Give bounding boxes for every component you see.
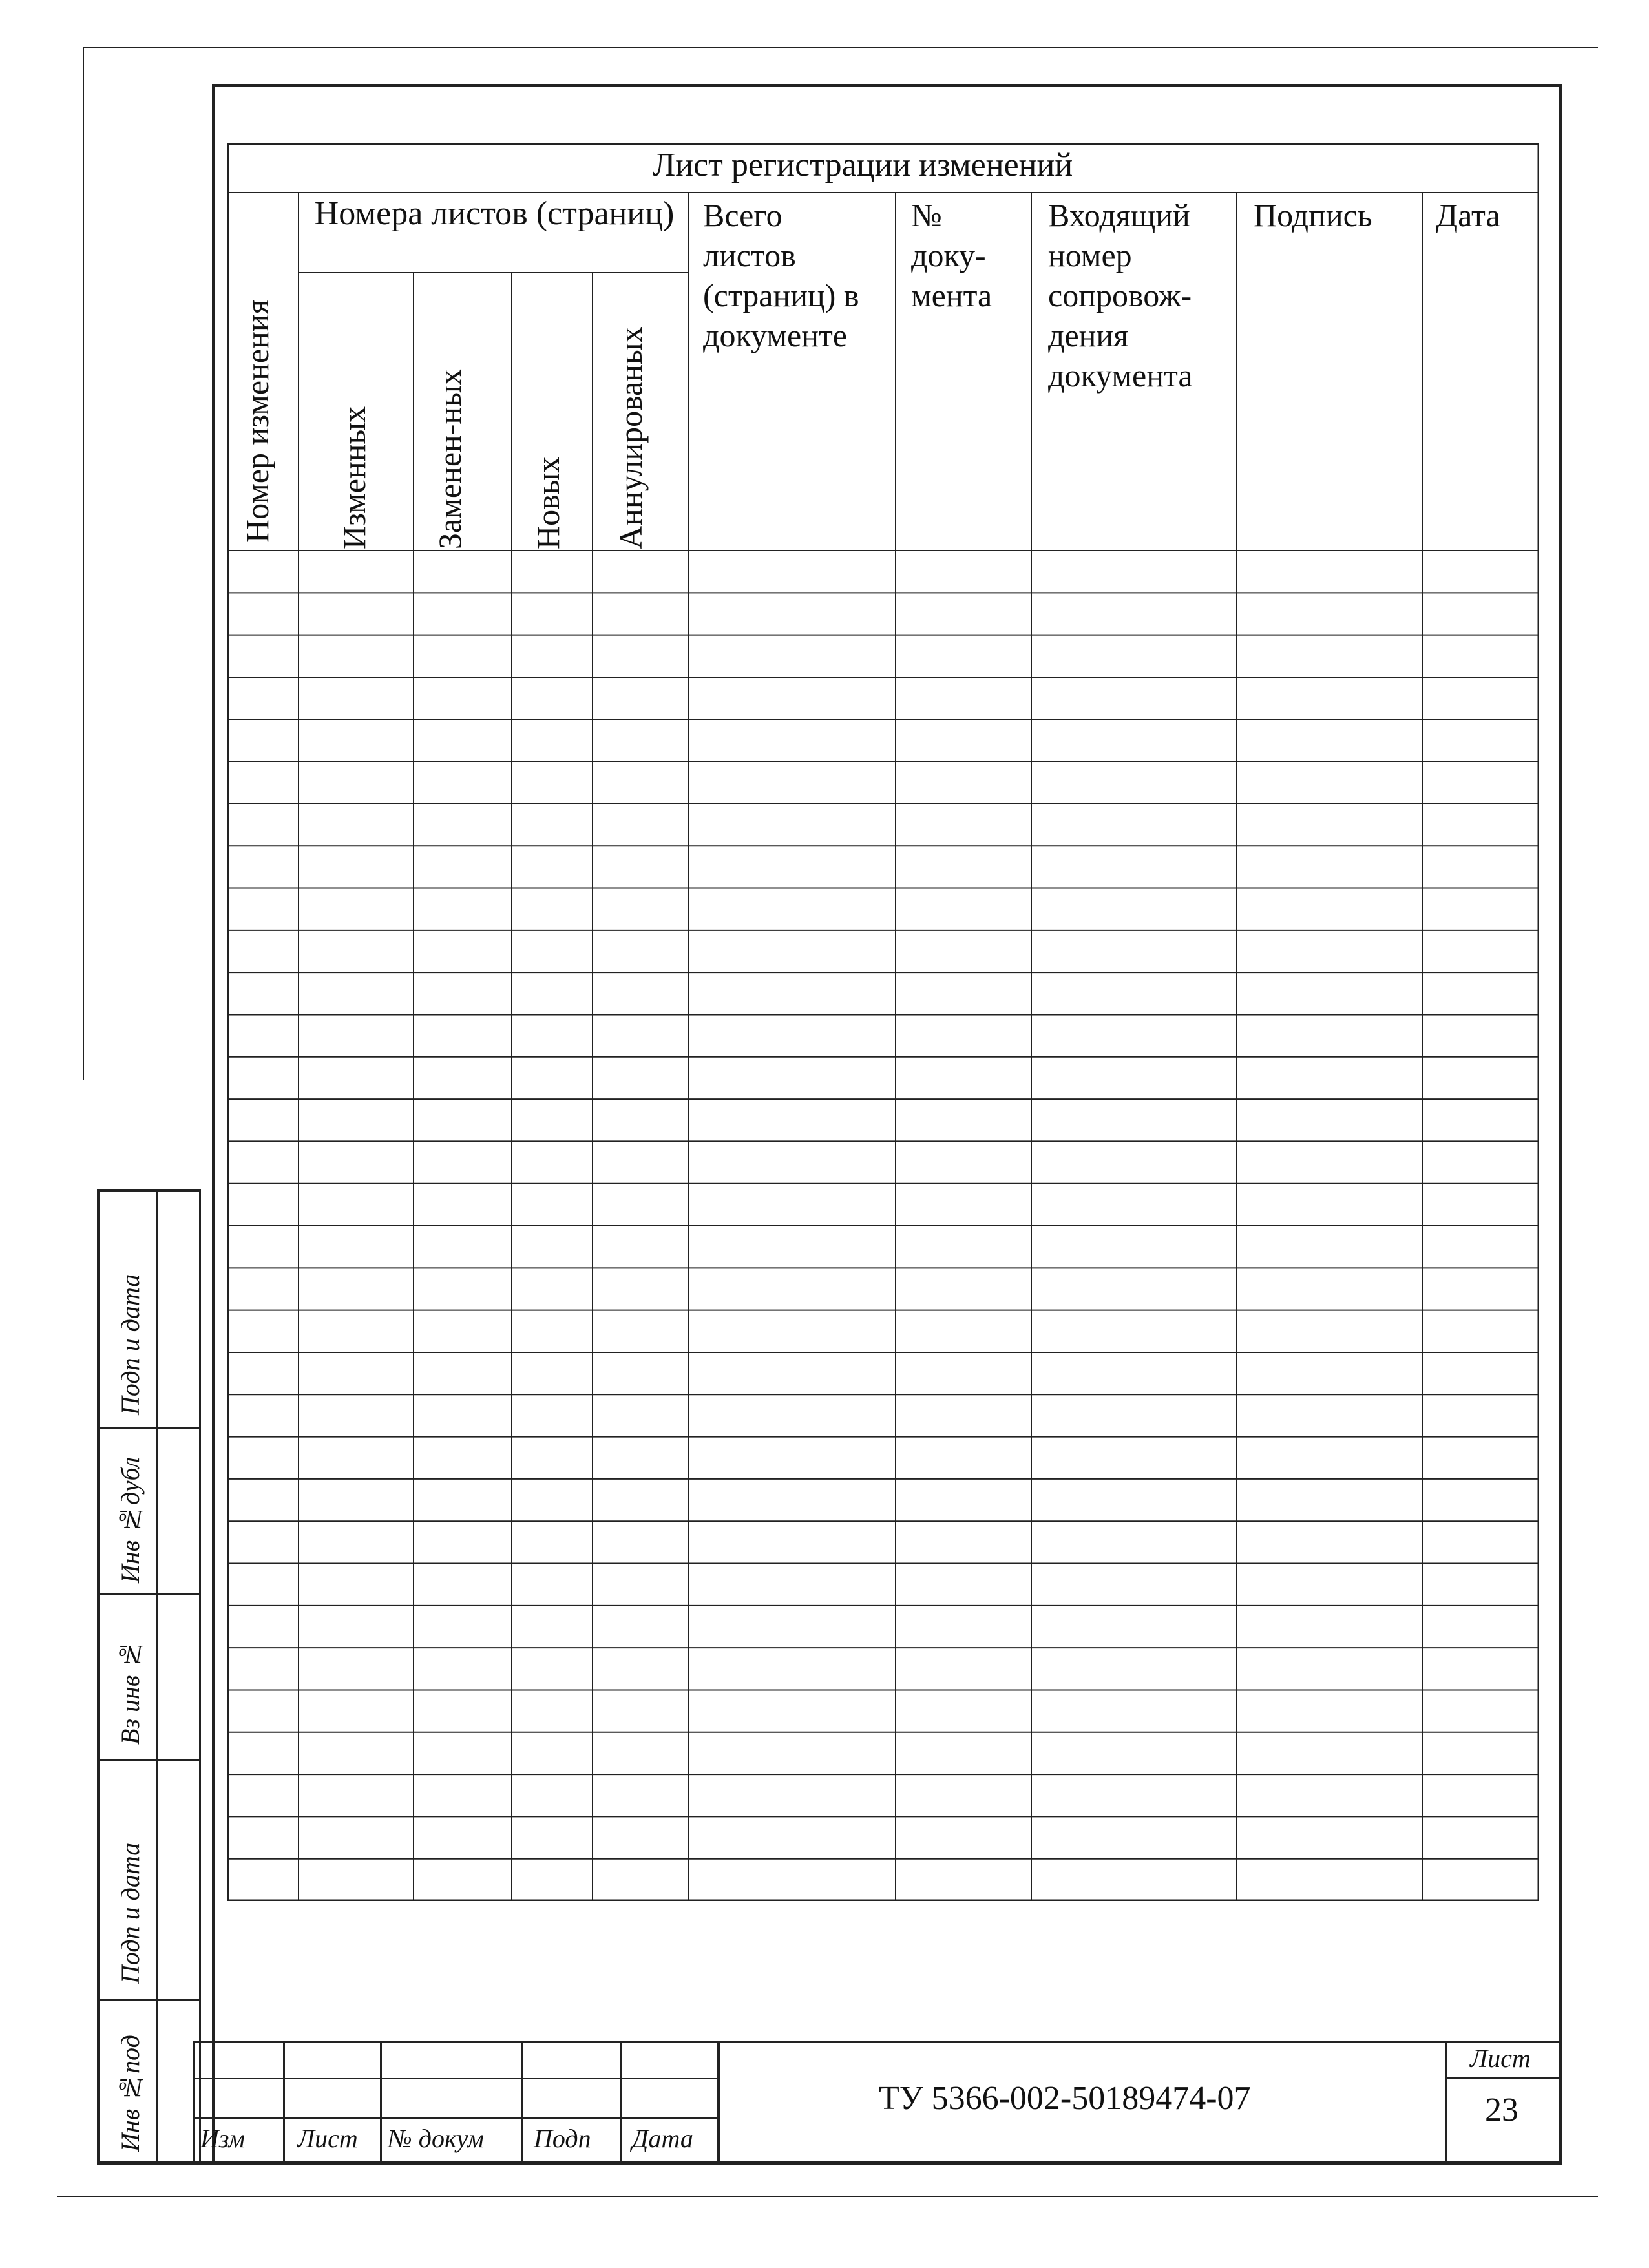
col-header-doc-no: [911, 195, 1034, 315]
sheet-number: 23: [1485, 2092, 1518, 2128]
incoming-line: сопровож-: [1048, 277, 1192, 313]
col-header-incoming-no: [1048, 195, 1242, 395]
sheet-label: Лист: [1470, 2044, 1531, 2073]
doc-no-line: №: [911, 197, 942, 233]
col-header-changed: Изменных: [336, 406, 372, 549]
title-block-col-doc-no: № докум: [388, 2124, 484, 2153]
col-header-annulled: Аннулированых: [613, 326, 649, 549]
side-stamp-orig-inv-no: Инв №nод: [116, 2035, 145, 2152]
title-block-col-change: Изм: [200, 2124, 246, 2153]
title-block-col-sign: Подп: [534, 2124, 591, 2153]
incoming-line: Входящий: [1048, 197, 1190, 233]
document-designation: ТУ 5366-002-50189474-07: [879, 2080, 1251, 2117]
total-sheets-line: документе: [703, 317, 847, 353]
col-header-total-sheets: [703, 195, 897, 355]
total-sheets-line: Всего: [703, 197, 782, 233]
total-sheets-line: листов: [703, 237, 796, 273]
side-stamp-sign-date-2: Подп и дата: [116, 1842, 145, 1984]
incoming-line: документа: [1048, 357, 1193, 394]
col-header-replaced: Заменен-ных: [432, 369, 468, 549]
side-stamp-replaced-inv-no: Вз инв №: [116, 1639, 145, 1745]
total-sheets-line: (страниц) в: [703, 277, 859, 313]
col-header-date: Дата: [1436, 197, 1500, 233]
doc-no-line: доку-: [911, 237, 986, 273]
side-stamp-sign-date-1: Подп и дата: [116, 1274, 145, 1415]
doc-no-line: мента: [911, 277, 993, 313]
title-block-col-date: Дата: [632, 2124, 693, 2153]
col-header-change-no: Номер изменения: [239, 299, 275, 543]
incoming-line: дения: [1048, 317, 1129, 353]
table-title: Лист регистрации изменений: [653, 147, 1073, 184]
col-header-sheet-numbers-text: Номера листов (страниц): [314, 195, 675, 232]
table-grid: [227, 143, 1539, 1901]
col-header-new: Новых: [530, 456, 566, 549]
col-header-sheet-numbers: [304, 194, 685, 234]
col-header-signature: Подпись: [1254, 197, 1372, 233]
side-stamp-dup-inv-no: Инв №дубл: [116, 1456, 145, 1583]
incoming-line: номер: [1048, 237, 1132, 273]
title-block-col-sheet: Лист: [297, 2124, 358, 2153]
